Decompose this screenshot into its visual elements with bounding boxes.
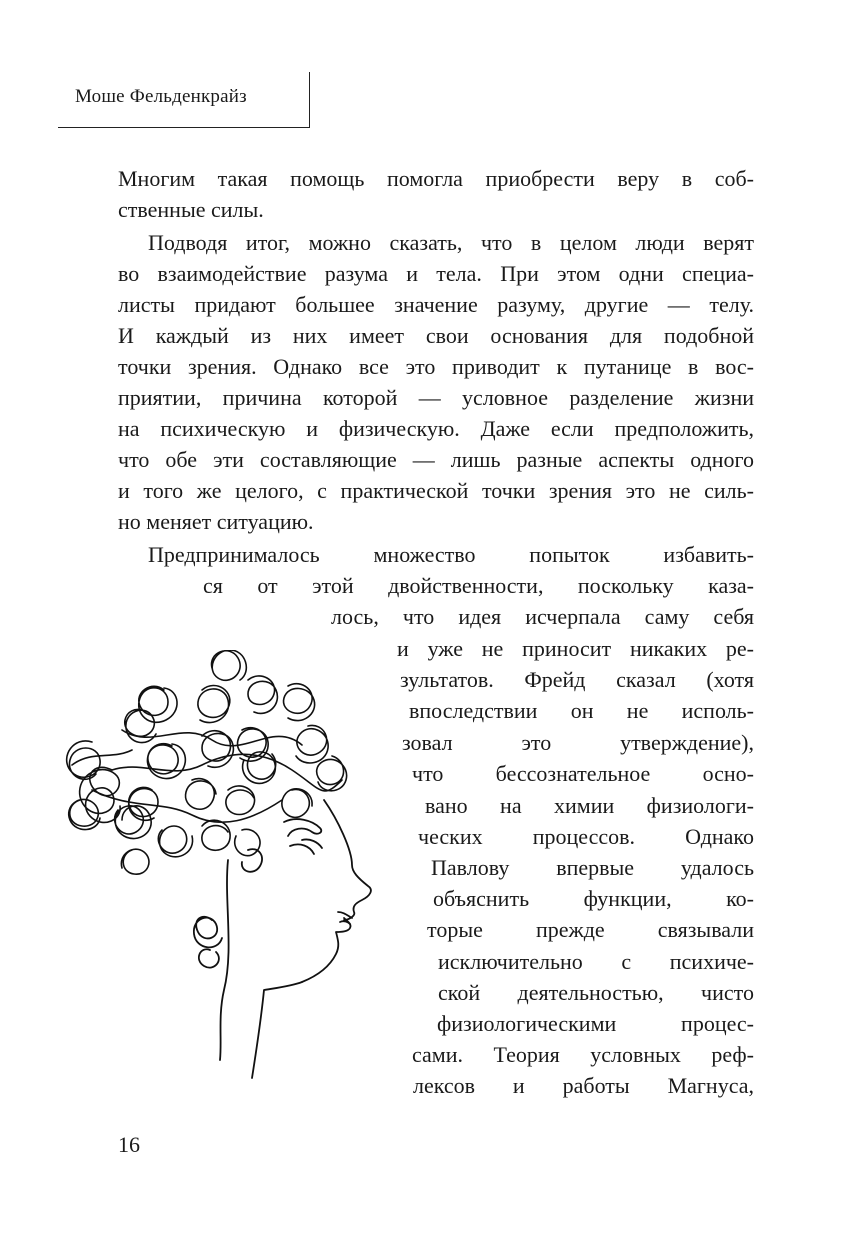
text-line: но меняет ситуацию.	[118, 509, 314, 534]
face-profile	[194, 800, 371, 1078]
text-line: ственные силы.	[118, 197, 264, 222]
text-line: Многим такая помощь помогла приобрести веру в соб-	[118, 166, 754, 191]
scribble-hair	[67, 650, 347, 874]
text-line: лось, что идея исчерпала саму себя	[331, 604, 754, 629]
text-line: и уже не приносит никаких ре-	[397, 636, 754, 661]
text-line: исключительно с психиче-	[438, 949, 754, 974]
running-head	[58, 72, 310, 128]
text-line: Павлову впервые удалось	[431, 855, 754, 880]
text-line: зультатов. Фрейд сказал (хотя	[400, 667, 754, 692]
head-doodle-illustration	[52, 650, 397, 1080]
text-line: что бессознательное осно-	[412, 761, 754, 786]
text-line: физиологическими процес-	[437, 1011, 754, 1036]
text-line: и того же целого, с практической точки зрения это не силь-	[118, 478, 754, 503]
text-line: сами. Теория условных реф-	[412, 1042, 754, 1067]
text-line: на психическую и физическую. Даже если предположить,	[118, 416, 754, 441]
text-line: ческих процессов. Однако	[418, 824, 754, 849]
text-line: ской деятельностью, чисто	[438, 980, 754, 1005]
text-line: приятии, причина которой — условное разделение жизни	[118, 385, 754, 410]
text-line: ся от этой двойственности, поскольку каза-	[203, 573, 754, 598]
text-line: впоследствии он не исполь-	[409, 698, 754, 723]
text-line: Предпринималось множество попыток избавить-	[148, 542, 754, 567]
text-line: точки зрения. Однако все это приводит к путанице в вос-	[118, 354, 754, 379]
text-line: зовал это утверждение),	[402, 730, 754, 755]
text-line: вано на химии физиологи-	[425, 793, 754, 818]
text-line: что обе эти составляющие — лишь разные аспекты одного	[118, 447, 754, 472]
text-line: лексов и работы Магнуса,	[413, 1073, 754, 1098]
text-line: листы придают большее значение разуму, другие — телу.	[118, 292, 754, 317]
author-name: Моше Фельденкрайз	[75, 86, 247, 107]
text-line: во взаимодействие разума и тела. При этом одни специа-	[118, 261, 754, 286]
page-number: 16	[118, 1132, 140, 1157]
text-line: И каждый из них имеет свои основания для подобной	[118, 323, 754, 348]
text-line: объяснить функции, ко-	[433, 886, 754, 911]
text-line: Подводя итог, можно сказать, что в целом люди верят	[148, 230, 754, 255]
text-line: торые прежде связывали	[427, 917, 754, 942]
